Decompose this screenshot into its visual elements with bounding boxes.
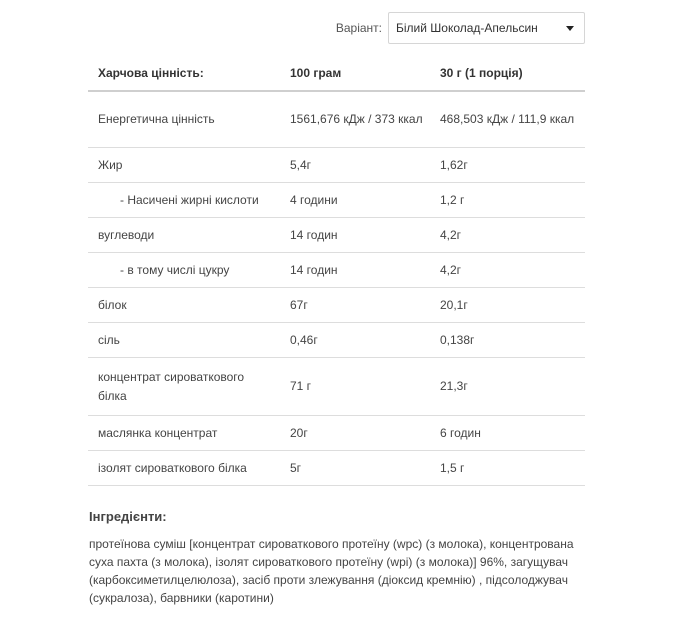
nutrient-name: маслянка концентрат xyxy=(88,416,280,451)
value-per-100g: 0,46г xyxy=(280,323,430,358)
table-row xyxy=(88,416,585,451)
value-per-serving: 4,2г xyxy=(430,218,585,253)
nutrition-table xyxy=(88,56,585,486)
value-per-serving: 0,138г xyxy=(430,323,585,358)
value-per-serving: 20,1г xyxy=(430,288,585,323)
nutrient-name: - в тому числі цукру xyxy=(88,253,280,288)
value-per-serving: 468,503 кДж / 111,9 ккал xyxy=(430,91,585,148)
table-row xyxy=(88,91,585,148)
table-row xyxy=(88,253,585,288)
table-row xyxy=(88,218,585,253)
nutrient-name: ізолят сироваткового білка xyxy=(88,451,280,486)
header-per-100g: 100 грам xyxy=(280,56,430,91)
table-row xyxy=(88,288,585,323)
value-per-100g: 67г xyxy=(280,288,430,323)
table-header-row xyxy=(88,56,585,91)
value-per-100g: 20г xyxy=(280,416,430,451)
chevron-down-icon xyxy=(566,26,574,31)
variant-row xyxy=(88,11,585,45)
nutrient-name: Жир xyxy=(88,148,280,183)
variant-label: Варіант: xyxy=(335,21,382,35)
value-per-100g: 14 годин xyxy=(280,218,430,253)
value-per-100g: 71 г xyxy=(280,358,430,416)
nutrient-name: концентрат сироваткового білка xyxy=(88,358,280,416)
value-per-serving: 1,2 г xyxy=(430,183,585,218)
value-per-serving: 4,2г xyxy=(430,253,585,288)
nutrient-name: білок xyxy=(88,288,280,323)
value-per-serving: 21,3г xyxy=(430,358,585,416)
nutrient-name: - Насичені жирні кислоти xyxy=(88,183,280,218)
variant-select[interactable] xyxy=(388,12,585,44)
header-per-serving: 30 г (1 порція) xyxy=(430,56,585,91)
value-per-100g: 5,4г xyxy=(280,148,430,183)
table-row xyxy=(88,323,585,358)
table-row xyxy=(88,451,585,486)
value-per-serving: 6 годин xyxy=(430,416,585,451)
nutrient-name: сіль xyxy=(88,323,280,358)
nutrient-name: Енергетична цінність xyxy=(88,91,280,148)
value-per-100g: 4 години xyxy=(280,183,430,218)
value-per-100g: 1561,676 кДж / 373 ккал xyxy=(280,91,430,148)
table-row xyxy=(88,358,585,416)
table-row xyxy=(88,183,585,218)
table-row xyxy=(88,148,585,183)
header-nutrition: Харчова цінність: xyxy=(88,56,280,91)
value-per-serving: 1,62г xyxy=(430,148,585,183)
ingredients-text: протеїнова суміш [концентрат сироваткового протеїну (wpc) (з молока), концентрована суха пахта (з молока), ізолят сироваткового протеїну (wpi) (з молока)] 96%, загущувач (карбоксиметилцелюлоза), засіб проти злежування (діоксид кремнію) , підсолоджувач (сукралоза), барвники (каротини) xyxy=(89,537,574,605)
value-per-100g: 5г xyxy=(280,451,430,486)
value-per-serving: 1,5 г xyxy=(430,451,585,486)
variant-selected-value: Білий Шоколад-Апельсин xyxy=(396,21,538,35)
value-per-100g: 14 годин xyxy=(280,253,430,288)
ingredients-title: Інгредієнти: xyxy=(89,509,167,524)
nutrient-name: вуглеводи xyxy=(88,218,280,253)
